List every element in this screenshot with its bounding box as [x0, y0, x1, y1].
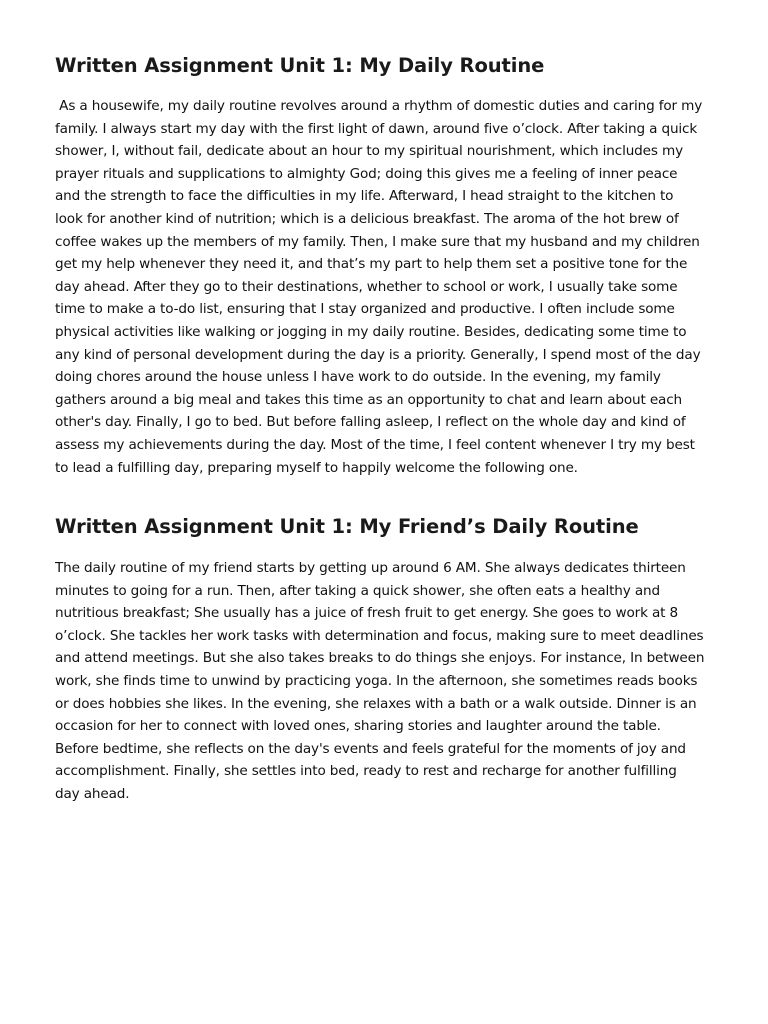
section-title-my-daily-routine: Written Assignment Unit 1: My Daily Routine: [55, 54, 545, 77]
section-body-friends-daily-routine: The daily routine of my friend starts by getting up around 6 AM. She always dedicates thirteen minutes to going for a run. Then, after taking a quick shower, she often eats a healthy and nutritious breakfast; She usually has a juice of fresh fruit to get energy. She goes to work at 8 o’clock. She tackles her work tasks with determination and focus, making sure to meet deadlines and attend meetings. But she also takes breaks to do things she enjoys. For instance, In between work, she finds time to unwind by practicing yoga. In the afternoon, she sometimes reads books or does hobbies she likes. In the evening, she relaxes with a bath or a walk outside. Dinner is an occasion for her to connect with loved ones, sharing stories and laughter around the table. Before bedtime, she reflects on the day's events and feels grateful for the moments of joy and accomplishment. Finally, she settles into bed, ready to rest and recharge for another fulfilling day ahead.: [55, 560, 705, 803]
section-body-my-daily-routine: As a housewife, my daily routine revolves around a rhythm of domestic duties and caring for my family. I always start my day with the first light of dawn, around five o’clock. After taking a quick shower, I, without fail, dedicate about an hour to my spiritual nourishment, which includes my prayer rituals and supplications to almighty God; doing this gives me a feeling of inner peace and the strength to face the difficulties in my life. Afterward, I head straight to the kitchen to look for another kind of nutrition; which is a delicious breakfast. The aroma of the hot brew of coffee wakes up the members of my family. Then, I make sure that my husband and my children get my help whenever they need it, and that’s my part to help them set a positive tone for the day ahead. After they go to their destinations, whether to school or work, I usually take some time to make a to-do list, ensuring that I stay organized and productive. I often include some physical activities like walking or jogging in my daily routine. Besides, dedicating some time to any kind of personal development during the day is a priority. Generally, I spend most of the day doing chores around the house unless I have work to do outside. In the evening, my family gathers around a big meal and takes this time as an opportunity to chat and learn about each other's day. Finally, I go to bed. But before falling asleep, I reflect on the whole day and kind of assess my achievements during the day. Most of the time, I feel content whenever I try my best to lead a fulfilling day, preparing myself to happily welcome the following one.: [55, 98, 703, 476]
section-title-friends-daily-routine: Written Assignment Unit 1: My Friend’s Daily Routine: [55, 515, 639, 539]
document-page: [55, 52, 705, 806]
